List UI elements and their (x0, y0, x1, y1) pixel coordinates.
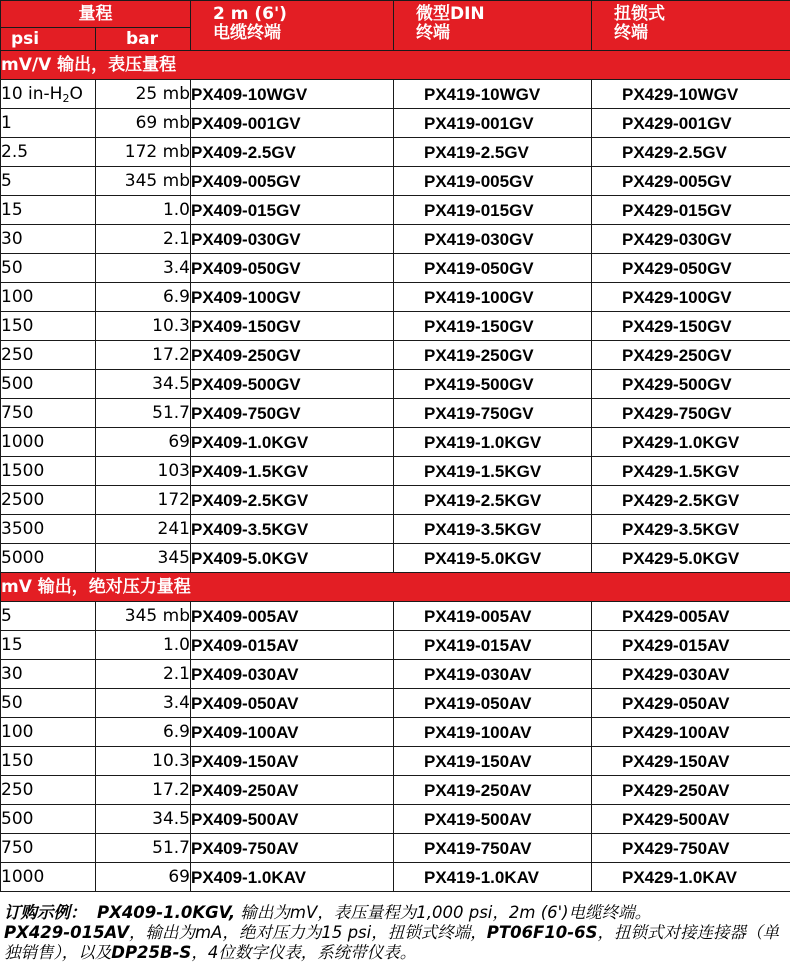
twist-lock-model-cell: PX429-005AV (592, 602, 790, 631)
twist-lock-model-cell: PX429-030AV (592, 660, 790, 689)
twist-lock-line2: 终端 (614, 24, 790, 43)
header-row (1, 1, 790, 28)
twist-lock-model-cell: PX429-2.5KGV (592, 486, 790, 515)
psi-cell: 100 (1, 283, 96, 312)
mini-din-model-cell: PX419-050GV (394, 254, 592, 283)
psi-cell: 1000 (1, 863, 96, 892)
mini-din-model-cell: PX419-5.0KGV (394, 544, 592, 573)
cable-model-cell: PX409-500GV (191, 370, 394, 399)
bar-cell: 69 (96, 428, 191, 457)
twist-lock-header (592, 1, 790, 51)
bar-cell: 10.3 (96, 747, 191, 776)
psi-cell: 15 (1, 631, 96, 660)
twist-lock-model-cell: PX429-150GV (592, 312, 790, 341)
mini-din-model-cell: PX419-1.0KAV (394, 863, 592, 892)
cable-model-cell: PX409-150GV (191, 312, 394, 341)
table-row (1, 428, 790, 457)
cable-model-cell: PX409-750GV (191, 399, 394, 428)
mini-din-model-cell: PX419-250AV (394, 776, 592, 805)
note-example2-text: ，输出为mA，绝对压力为15 psi，扭锁式终端， (129, 923, 487, 942)
twist-lock-model-cell: PX429-015AV (592, 631, 790, 660)
table-row (1, 167, 790, 196)
cable-model-cell: PX409-250GV (191, 341, 394, 370)
mini-din-model-cell: PX419-500AV (394, 805, 592, 834)
table-row (1, 805, 790, 834)
cable-model-cell: PX409-1.5KGV (191, 457, 394, 486)
psi-cell: 2500 (1, 486, 96, 515)
mini-din-model-cell: PX419-030AV (394, 660, 592, 689)
mini-din-model-cell: PX419-1.5KGV (394, 457, 592, 486)
twist-lock-model-cell: PX429-030GV (592, 225, 790, 254)
cable-model-cell: PX409-030GV (191, 225, 394, 254)
bar-cell: 51.7 (96, 399, 191, 428)
note-lead: 订购示例： (4, 903, 87, 922)
mini-din-model-cell: PX419-030GV (394, 225, 592, 254)
cable-model-cell: PX409-750AV (191, 834, 394, 863)
mini-din-model-cell: PX419-005GV (394, 167, 592, 196)
table-row (1, 544, 790, 573)
table-row (1, 109, 790, 138)
psi-cell: 3500 (1, 515, 96, 544)
bar-cell: 6.9 (96, 718, 191, 747)
bar-cell: 69 (96, 863, 191, 892)
note-meter-code: DP25B-S (111, 943, 191, 962)
mini-din-model-cell: PX419-015GV (394, 196, 592, 225)
cable-model-cell: PX409-10WGV (191, 80, 394, 109)
mini-din-model-cell: PX419-100AV (394, 718, 592, 747)
psi-cell: 10 $in-H_2O$ (1, 80, 96, 109)
cable-model-cell: PX409-5.0KGV (191, 544, 394, 573)
table-row (1, 631, 790, 660)
mini-din-model-cell: PX419-001GV (394, 109, 592, 138)
table-row (1, 254, 790, 283)
twist-lock-model-cell: PX429-050GV (592, 254, 790, 283)
twist-lock-model-cell: PX429-100GV (592, 283, 790, 312)
cable-model-cell: PX409-1.0KGV (191, 428, 394, 457)
bar-cell: 17.2 (96, 341, 191, 370)
psi-cell: 30 (1, 225, 96, 254)
table-row (1, 660, 790, 689)
cable-model-cell: PX409-100AV (191, 718, 394, 747)
table-row (1, 457, 790, 486)
mini-din-model-cell: PX419-100GV (394, 283, 592, 312)
twist-lock-model-cell: PX429-1.5KGV (592, 457, 790, 486)
mini-din-model-cell: PX419-3.5KGV (394, 515, 592, 544)
mini-din-model-cell: PX419-150AV (394, 747, 592, 776)
table-row (1, 486, 790, 515)
twist-lock-model-cell: PX429-015GV (592, 196, 790, 225)
cable-model-cell: PX409-030AV (191, 660, 394, 689)
bar-cell: 345 mb (96, 602, 191, 631)
note-connector-code: PT06F10-6S (487, 923, 598, 942)
bar-cell: 34.5 (96, 805, 191, 834)
bar-cell: 103 (96, 457, 191, 486)
psi-cell: 250 (1, 776, 96, 805)
bar-cell: 17.2 (96, 776, 191, 805)
psi-cell: 50 (1, 689, 96, 718)
psi-header: psi (1, 28, 96, 51)
bar-cell: 172 mb (96, 138, 191, 167)
table-row (1, 80, 790, 109)
cable-termination-header (191, 1, 394, 51)
psi-cell: 50 (1, 254, 96, 283)
cable-model-cell: PX409-050AV (191, 689, 394, 718)
psi-cell: 5 (1, 602, 96, 631)
psi-cell: 150 (1, 312, 96, 341)
bar-cell: 3.4 (96, 689, 191, 718)
bar-cell: 25 mb (96, 80, 191, 109)
table-row (1, 196, 790, 225)
mini-din-model-cell: PX419-1.0KGV (394, 428, 592, 457)
table-row (1, 747, 790, 776)
psi-cell: 500 (1, 805, 96, 834)
bar-cell: 1.0 (96, 631, 191, 660)
table-row (1, 776, 790, 805)
cable-model-cell: PX409-2.5GV (191, 138, 394, 167)
mini-din-model-cell: PX419-150GV (394, 312, 592, 341)
twist-lock-model-cell: PX429-10WGV (592, 80, 790, 109)
cable-model-cell: PX409-1.0KAV (191, 863, 394, 892)
cable-model-cell: PX409-500AV (191, 805, 394, 834)
bar-cell: 241 (96, 515, 191, 544)
section-title: mV/V 输出，表压量程 (1, 51, 790, 80)
bar-cell: 6.9 (96, 283, 191, 312)
bar-cell: 345 mb (96, 167, 191, 196)
twist-lock-model-cell: PX429-150AV (592, 747, 790, 776)
psi-cell: 2.5 (1, 138, 96, 167)
mini-din-model-cell: PX419-250GV (394, 341, 592, 370)
twist-lock-model-cell: PX429-2.5GV (592, 138, 790, 167)
twist-lock-model-cell: PX429-3.5KGV (592, 515, 790, 544)
cable-model-cell: PX409-2.5KGV (191, 486, 394, 515)
section-header-row (1, 573, 790, 602)
cable-model-cell: PX409-250AV (191, 776, 394, 805)
psi-cell: 250 (1, 341, 96, 370)
bar-header: bar (96, 28, 191, 51)
mini-din-model-cell: PX419-015AV (394, 631, 592, 660)
cable-model-cell: PX409-005GV (191, 167, 394, 196)
twist-lock-model-cell: PX429-1.0KAV (592, 863, 790, 892)
bar-cell: 34.5 (96, 370, 191, 399)
cable-model-cell: PX409-005AV (191, 602, 394, 631)
cable-model-cell: PX409-015GV (191, 196, 394, 225)
mini-din-model-cell: PX419-500GV (394, 370, 592, 399)
range-header: 量程 (1, 1, 191, 28)
psi-cell: 1 (1, 109, 96, 138)
twist-lock-model-cell: PX429-250AV (592, 776, 790, 805)
mini-din-model-cell: PX419-005AV (394, 602, 592, 631)
table-row (1, 370, 790, 399)
twist-lock-model-cell: PX429-250GV (592, 341, 790, 370)
table-row (1, 283, 790, 312)
cable-model-cell: PX409-100GV (191, 283, 394, 312)
psi-cell: 1000 (1, 428, 96, 457)
bar-cell: 69 mb (96, 109, 191, 138)
twist-lock-line1: 扭锁式 (614, 5, 790, 24)
twist-lock-model-cell: PX429-500GV (592, 370, 790, 399)
twist-lock-model-cell: PX429-001GV (592, 109, 790, 138)
note-example2-code: PX429-015AV (4, 923, 129, 942)
twist-lock-model-cell: PX429-100AV (592, 718, 790, 747)
bar-cell: 172 (96, 486, 191, 515)
section-header-row (1, 51, 790, 80)
cable-model-cell: PX409-015AV (191, 631, 394, 660)
psi-cell: 500 (1, 370, 96, 399)
psi-cell: 1500 (1, 457, 96, 486)
twist-lock-model-cell: PX429-5.0KGV (592, 544, 790, 573)
cable-model-cell: PX409-3.5KGV (191, 515, 394, 544)
psi-cell: 100 (1, 718, 96, 747)
bar-cell: 10.3 (96, 312, 191, 341)
table-row (1, 718, 790, 747)
mini-din-model-cell: PX419-750AV (394, 834, 592, 863)
table-row (1, 225, 790, 254)
twist-lock-model-cell: PX429-750AV (592, 834, 790, 863)
table-row (1, 341, 790, 370)
psi-cell: 5000 (1, 544, 96, 573)
cable-model-cell: PX409-150AV (191, 747, 394, 776)
note-meter-text: ，4位数字仪表，系统带仪表。 (191, 943, 416, 962)
table-row (1, 834, 790, 863)
mini-din-model-cell: PX419-050AV (394, 689, 592, 718)
bar-cell: 2.1 (96, 660, 191, 689)
psi-cell: 750 (1, 399, 96, 428)
table-row (1, 399, 790, 428)
note-connector-text: ，扭锁式对接连接器（单独销售），以及 (4, 923, 779, 962)
bar-cell: 3.4 (96, 254, 191, 283)
mini-din-line2: 终端 (416, 24, 591, 43)
bar-cell: 345 (96, 544, 191, 573)
cable-termination-line2: 电缆终端 (213, 24, 393, 43)
twist-lock-model-cell: PX429-005GV (592, 167, 790, 196)
bar-cell: 2.1 (96, 225, 191, 254)
cable-model-cell: PX409-050GV (191, 254, 394, 283)
table-row (1, 602, 790, 631)
psi-cell: 15 (1, 196, 96, 225)
table-row (1, 689, 790, 718)
twist-lock-model-cell: PX429-1.0KGV (592, 428, 790, 457)
mini-din-model-cell: PX419-2.5GV (394, 138, 592, 167)
psi-cell: 750 (1, 834, 96, 863)
mini-din-model-cell: PX419-750GV (394, 399, 592, 428)
table-row (1, 515, 790, 544)
twist-lock-model-cell: PX429-750GV (592, 399, 790, 428)
bar-cell: 1.0 (96, 196, 191, 225)
note-example1-text: 输出为mV，表压量程为1,000 psi，2m (6')电缆终端。 (235, 903, 651, 922)
cable-model-cell: PX409-001GV (191, 109, 394, 138)
psi-cell: 30 (1, 660, 96, 689)
order-example-note (4, 903, 786, 963)
mini-din-line1: 微型DIN (416, 5, 591, 24)
psi-cell: 5 (1, 167, 96, 196)
twist-lock-model-cell: PX429-500AV (592, 805, 790, 834)
table-row (1, 312, 790, 341)
note-example1-code: PX409-1.0KGV, (97, 903, 235, 922)
table-row (1, 863, 790, 892)
cable-termination-line1: 2 m (6') (213, 5, 393, 24)
mini-din-model-cell: PX419-2.5KGV (394, 486, 592, 515)
mini-din-header (394, 1, 592, 51)
twist-lock-model-cell: PX429-050AV (592, 689, 790, 718)
section-title: mV 输出，绝对压力量程 (1, 573, 790, 602)
table-row (1, 138, 790, 167)
psi-cell: 150 (1, 747, 96, 776)
bar-cell: 51.7 (96, 834, 191, 863)
mini-din-model-cell: PX419-10WGV (394, 80, 592, 109)
